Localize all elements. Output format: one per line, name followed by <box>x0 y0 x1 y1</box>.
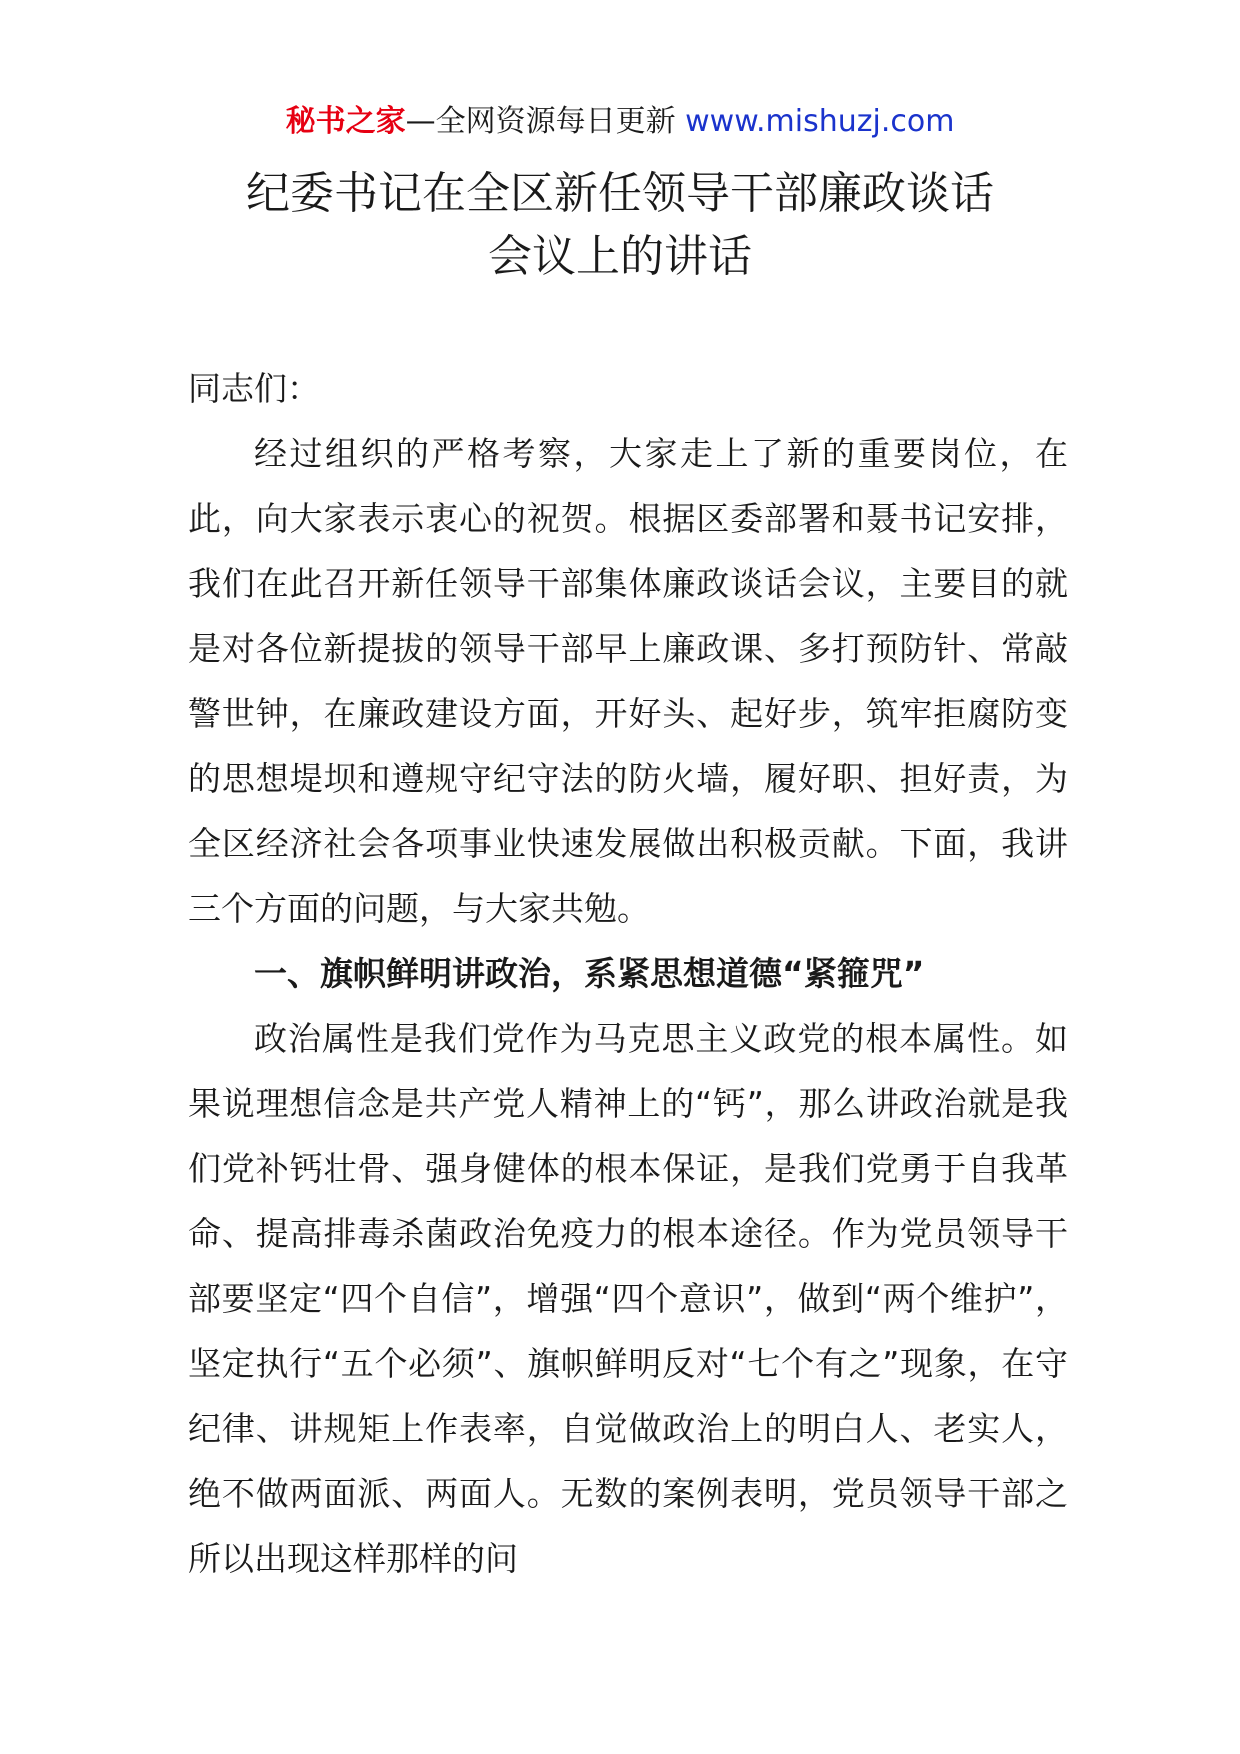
section-heading-1: 一、旗帜鲜明讲政治，系紧思想道德“紧箍咒” <box>254 954 925 993</box>
document-title-line-1: 纪委书记在全区新任领导干部廉政谈话 <box>246 168 994 219</box>
site-url-link[interactable]: www.mishuzj.com <box>685 104 955 139</box>
header-tagline: —全网资源每日更新 <box>405 104 686 139</box>
document-title-line-2: 会议上的讲话 <box>488 231 752 282</box>
brand-name: 秘书之家 <box>285 104 406 139</box>
paragraph-politics: 政治属性是我们党作为马克思主义政党的根本属性。如果说理想信念是共产党人精神上的“钙”，那么讲政治就是我们党补钙壮骨、强身健体的根本保证，是我们党勇于自我革命、提高排毒杀菌政治免疫力的根本途径。作为党员领导干部要坚定“四个自信”，增强“四个意识”，做到“两个维护”，坚定执行“五个必须”、旗帜鲜明反对“七个有之”现象，在守纪律、讲规矩上作表率，自觉做政治上的明白人、老实人，绝不做两面派、两面人。无数的案例表明，党员领导干部之所以出现这样那样的问 <box>188 1019 1068 1578</box>
paragraph-intro: 经过组织的严格考察，大家走上了新的重要岗位，在此，向大家表示衷心的祝贺。根据区委部署和聂书记安排，我们在此召开新任领导干部集体廉政谈话会议，主要目的就是对各位新提拔的领导干部早上廉政课、多打预防针、常敲警世钟，在廉政建设方面，开好头、起好步，筑牢拒腐防变的思想堤坝和遵规守纪守法的防火墙，履好职、担好责，为全区经济社会各项事业快速发展做出积极贡献。下面，我讲三个方面的问题，与大家共勉。 <box>188 434 1068 928</box>
site-header <box>0 100 1240 144</box>
document-body <box>188 356 1068 1591</box>
salutation: 同志们： <box>188 369 320 408</box>
